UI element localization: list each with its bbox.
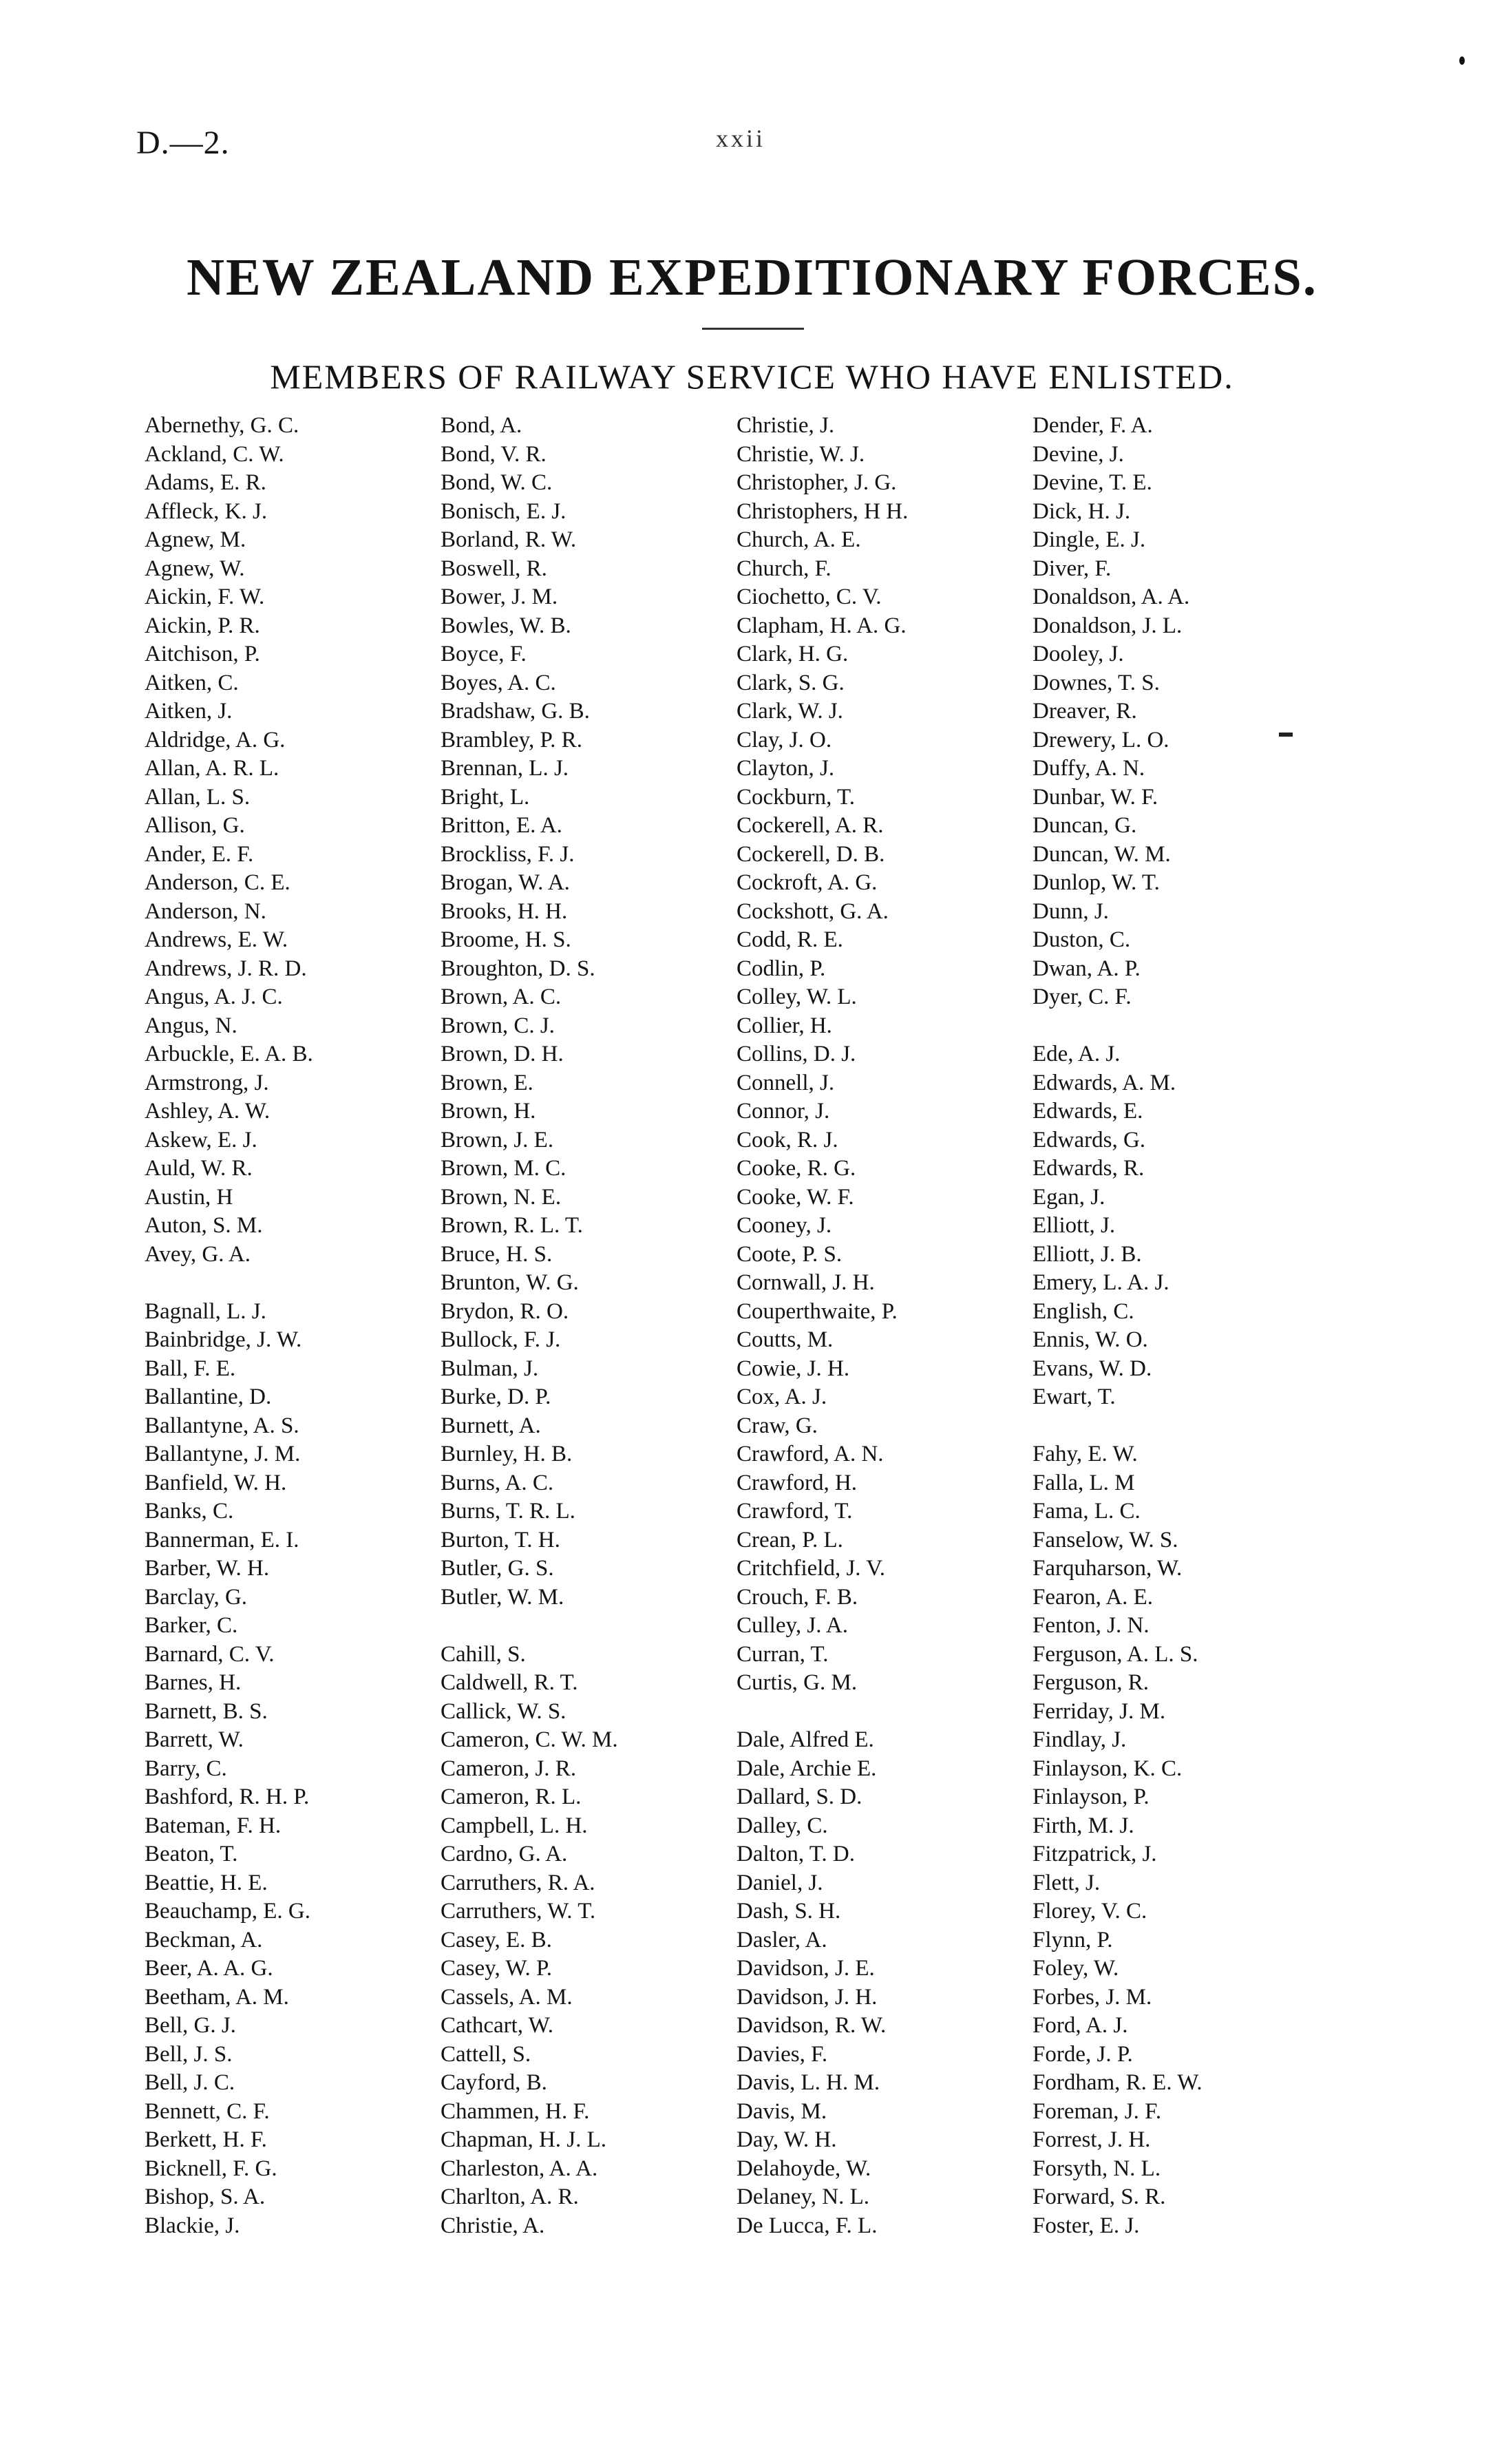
name-entry: Brockliss, F. J.	[441, 841, 575, 867]
name-entry: Flett, J.	[1032, 1870, 1101, 1895]
name-entry: Barry, C.	[145, 1756, 227, 1781]
name-entry: Burns, T. R. L.	[441, 1499, 575, 1524]
name-entry: Dunlop, W. T.	[1032, 870, 1160, 895]
name-entry: Christophers, H H.	[737, 498, 909, 524]
name-entry: Devine, T. E.	[1032, 470, 1152, 495]
name-entry: Brown, A. C.	[441, 984, 562, 1009]
name-entry: Bagnall, L. J.	[145, 1298, 266, 1324]
name-entry: Dooley, J.	[1032, 642, 1124, 666]
name-entry: Auton, S. M.	[145, 1213, 263, 1238]
name-entry: Day, W. H.	[737, 2127, 837, 2152]
name-entry: Ashley, A. W.	[145, 1099, 271, 1124]
name-entry: Edwards, R.	[1032, 1156, 1145, 1181]
name-entry: Banfield, W. H.	[145, 1470, 287, 1495]
name-entry: Dyer, C. F.	[1032, 984, 1132, 1009]
name-entry: Cook, R. J.	[737, 1127, 838, 1152]
name-entry: Bright, L.	[441, 784, 530, 810]
name-column-4	[1032, 412, 1322, 2240]
name-entry: Callick, W. S.	[441, 1698, 566, 1724]
name-entry: Ford, A. J.	[1032, 2013, 1128, 2038]
name-entry: Curran, T.	[737, 1641, 829, 1667]
name-entry: Aickin, F. W.	[145, 585, 265, 609]
name-entry: Andrews, J. R. D.	[145, 956, 307, 981]
name-entry: Davidson, J. E.	[737, 1956, 875, 1981]
name-entry: Crawford, T.	[737, 1499, 853, 1524]
name-entry: Foster, E. J.	[1032, 2213, 1140, 2238]
name-entry: Delaney, N. L.	[737, 2184, 870, 2209]
name-entry: Clark, H. G.	[737, 642, 849, 666]
name-entry: Arbuckle, E. A. B.	[145, 1042, 313, 1066]
name-entry: Bonisch, E. J.	[441, 498, 566, 524]
name-entry: Charleston, A. A.	[441, 2156, 598, 2181]
name-entry: Brown, J. E.	[441, 1127, 554, 1152]
title-divider	[702, 328, 804, 330]
name-entry: Davis, M.	[737, 2098, 827, 2124]
name-entry: Cathcart, W.	[441, 2013, 554, 2038]
name-entry: Bashford, R. H. P.	[145, 1784, 310, 1809]
name-entry: Burke, D. P.	[441, 1384, 551, 1409]
name-entry: Cameron, J. R.	[441, 1756, 577, 1781]
name-entry: Dunbar, W. F.	[1032, 784, 1158, 810]
name-entry: Edwards, E.	[1032, 1099, 1143, 1124]
name-entry: Finlayson, K. C.	[1032, 1756, 1183, 1781]
name-entry: Coutts, M.	[737, 1327, 834, 1352]
name-entry: Bond, V. R.	[441, 441, 547, 467]
name-entry: Bainbridge, J. W.	[145, 1327, 302, 1352]
name-entry: Downes, T. S.	[1032, 670, 1160, 695]
name-entry: Dalton, T. D.	[737, 1842, 856, 1866]
name-entry: Falla, L. M	[1032, 1470, 1135, 1495]
name-entry: Cayford, B.	[441, 2070, 547, 2095]
name-entry: Cooke, R. G.	[737, 1156, 856, 1181]
name-entry: Barnett, B. S.	[145, 1698, 268, 1724]
name-entry: Fanselow, W. S.	[1032, 1527, 1178, 1552]
name-entry: Dasler, A.	[737, 1927, 827, 1952]
name-entry: Broughton, D. S.	[441, 956, 595, 981]
page-number: xxii	[716, 125, 766, 152]
name-entry: Barrett, W.	[145, 1727, 244, 1752]
name-entry: Casey, E. B.	[441, 1927, 552, 1952]
name-entry: Dunn, J.	[1032, 898, 1109, 924]
name-entry: Church, F.	[737, 556, 832, 581]
name-entry: Cattell, S.	[441, 2041, 531, 2067]
name-entry: Bower, J. M.	[441, 585, 558, 609]
name-entry: Aitken, J.	[145, 699, 233, 724]
name-entry: Crean, P. L.	[737, 1527, 843, 1552]
name-entry: Brown, H.	[441, 1099, 536, 1124]
name-entry: Brown, D. H.	[441, 1042, 564, 1066]
section-gap	[737, 1698, 1026, 1727]
name-entry: Cockburn, T.	[737, 784, 856, 810]
name-entry: Agnew, W.	[145, 556, 245, 581]
name-entry: Coote, P. S.	[737, 1241, 843, 1267]
name-entry: Crawford, H.	[737, 1470, 858, 1495]
name-entry: Askew, E. J.	[145, 1127, 257, 1152]
name-entry: Berkett, H. F.	[145, 2127, 267, 2152]
name-entry: Beaton, T.	[145, 1842, 238, 1866]
name-entry: Findlay, J.	[1032, 1727, 1127, 1752]
name-entry: Fordham, R. E. W.	[1032, 2070, 1203, 2095]
name-entry: Donaldson, A. A.	[1032, 585, 1190, 609]
name-entry: Dick, H. J.	[1032, 498, 1131, 524]
name-entry: Beauchamp, E. G.	[145, 1899, 311, 1924]
name-column-1	[145, 412, 434, 2240]
name-entry: Anderson, N.	[145, 898, 266, 924]
name-entry: Florey, V. C.	[1032, 1899, 1147, 1924]
name-entry: Fenton, J. N.	[1032, 1613, 1150, 1638]
name-entry: Brennan, L. J.	[441, 756, 569, 781]
name-entry: Allison, G.	[145, 813, 245, 838]
name-entry: Barclay, G.	[145, 1584, 248, 1610]
name-entry: Elliott, J.	[1032, 1213, 1116, 1238]
name-entry: Davidson, J. H.	[737, 1984, 878, 2010]
name-entry: Beetham, A. M.	[145, 1984, 289, 2010]
name-entry: Burns, A. C.	[441, 1470, 554, 1495]
name-entry: Dingle, E. J.	[1032, 527, 1146, 552]
name-entry: Bishop, S. A.	[145, 2184, 266, 2209]
name-entry: Codlin, P.	[737, 956, 826, 981]
name-entry: Craw, G.	[737, 1413, 818, 1438]
name-entry: Brydon, R. O.	[441, 1298, 569, 1324]
section-gap	[1032, 1412, 1322, 1441]
name-entry: Austin, H	[145, 1184, 233, 1210]
name-entry: Donaldson, J. L.	[1032, 613, 1183, 638]
name-entry: Cahill, S.	[441, 1641, 526, 1667]
name-entry: Banks, C.	[145, 1499, 234, 1524]
name-entry: Christie, A.	[441, 2213, 545, 2238]
name-entry: English, C.	[1032, 1298, 1134, 1324]
name-entry: Ennis, W. O.	[1032, 1327, 1148, 1352]
name-entry: Cooney, J.	[737, 1213, 832, 1238]
name-entry: Foreman, J. F.	[1032, 2098, 1162, 2124]
name-entry: Bateman, F. H.	[145, 1813, 282, 1838]
name-entry: Bulman, J.	[441, 1356, 539, 1381]
name-entry: Christie, W. J.	[737, 441, 865, 467]
name-entry: Farquharson, W.	[1032, 1556, 1183, 1581]
name-entry: Ballantyne, J. M.	[145, 1442, 301, 1466]
name-entry: Connell, J.	[737, 1070, 835, 1095]
name-entry: Brunton, W. G.	[441, 1270, 579, 1295]
name-entry: Crawford, A. N.	[737, 1442, 884, 1466]
name-entry: Clay, J. O.	[737, 727, 832, 752]
name-entry: Cockerell, A. R.	[737, 813, 884, 838]
name-entry: Auld, W. R.	[145, 1156, 253, 1181]
name-entry: Campbell, L. H.	[441, 1813, 588, 1838]
name-entry: Connor, J.	[737, 1099, 830, 1124]
name-entry: Barnes, H.	[145, 1670, 242, 1695]
name-entry: Dwan, A. P.	[1032, 956, 1141, 981]
name-entry: Anderson, C. E.	[145, 870, 290, 895]
name-entry: Dale, Alfred E.	[737, 1727, 874, 1752]
name-entry: Collins, D. J.	[737, 1042, 856, 1066]
name-entry: Britton, E. A.	[441, 813, 562, 838]
name-entry: Adams, E. R.	[145, 470, 266, 495]
name-entry: Bennett, C. F.	[145, 2098, 270, 2124]
name-entry: Angus, A. J. C.	[145, 984, 283, 1009]
name-entry: Avey, G. A.	[145, 1241, 251, 1267]
name-entry: Colley, W. L.	[737, 984, 857, 1009]
name-entry: Clark, S. G.	[737, 670, 845, 695]
name-entry: Caldwell, R. T.	[441, 1670, 578, 1695]
name-entry: Ballantine, D.	[145, 1384, 272, 1409]
name-entry: Cardno, G. A.	[441, 1842, 568, 1866]
name-entry: Brambley, P. R.	[441, 727, 582, 752]
name-entry: Bell, J. C.	[145, 2070, 235, 2095]
name-entry: Barnard, C. V.	[145, 1641, 275, 1667]
name-entry: Evans, W. D.	[1032, 1356, 1152, 1381]
name-entry: Burton, T. H.	[441, 1527, 560, 1552]
name-entry: Cockerell, D. B.	[737, 841, 885, 867]
name-entry: Fama, L. C.	[1032, 1499, 1141, 1524]
name-entry: Aitchison, P.	[145, 642, 260, 666]
name-entry: Edwards, G.	[1032, 1127, 1146, 1152]
name-entry: Brown, M. C.	[441, 1156, 566, 1181]
name-entry: Bond, W. C.	[441, 470, 553, 495]
name-entry: Christopher, J. G.	[737, 470, 897, 495]
name-entry: Codd, R. E.	[737, 927, 843, 952]
name-entry: Edwards, A. M.	[1032, 1070, 1176, 1095]
name-entry: Clark, W. J.	[737, 699, 843, 724]
name-entry: Dender, F. A.	[1032, 413, 1153, 438]
name-entry: Ander, E. F.	[145, 841, 254, 867]
name-entry: Aldridge, A. G.	[145, 727, 286, 752]
name-entry: Culley, J. A.	[737, 1613, 848, 1638]
name-entry: Bannerman, E. I.	[145, 1527, 299, 1552]
name-entry: Charlton, A. R.	[441, 2184, 579, 2209]
name-entry: Davies, F.	[737, 2041, 828, 2067]
name-entry: Barker, C.	[145, 1613, 238, 1638]
name-entry: Forward, S. R.	[1032, 2184, 1166, 2209]
name-entry: Butler, G. S.	[441, 1556, 554, 1581]
name-entry: Christie, J.	[737, 413, 835, 438]
name-entry: Critchfield, J. V.	[737, 1556, 886, 1581]
name-entry: Ackland, C. W.	[145, 441, 284, 467]
name-entry: Borland, R. W.	[441, 527, 577, 552]
name-entry: Brown, R. L. T.	[441, 1213, 583, 1238]
page-title: NEW ZEALAND EXPEDITIONARY FORCES.	[187, 249, 1317, 306]
name-entry: Boswell, R.	[441, 556, 547, 581]
name-entry: Forsyth, N. L.	[1032, 2156, 1161, 2181]
name-entry: Andrews, E. W.	[145, 927, 288, 952]
name-entry: Ewart, T.	[1032, 1384, 1116, 1409]
section-gap	[145, 1269, 434, 1298]
name-entry: Chammen, H. F.	[441, 2098, 590, 2124]
name-entry: Ball, F. E.	[145, 1356, 236, 1381]
name-entry: Clayton, J.	[737, 756, 835, 781]
name-entry: Firth, M. J.	[1032, 1813, 1134, 1838]
name-entry: Forbes, J. M.	[1032, 1984, 1152, 2010]
section-gap	[1032, 1012, 1322, 1041]
name-entry: Ede, A. J.	[1032, 1042, 1121, 1066]
name-entry: Casey, W. P.	[441, 1956, 552, 1981]
name-entry: Bicknell, F. G.	[145, 2156, 277, 2181]
name-entry: Curtis, G. M.	[737, 1670, 858, 1695]
name-entry: Bowles, W. B.	[441, 613, 571, 638]
name-entry: Butler, W. M.	[441, 1584, 564, 1610]
name-entry: Dash, S. H.	[737, 1899, 841, 1924]
name-entry: Clapham, H. A. G.	[737, 613, 907, 638]
name-entry: Cockshott, G. A.	[737, 898, 889, 924]
name-entry: Ciochetto, C. V.	[737, 585, 882, 609]
name-entry: Fahy, E. W.	[1032, 1442, 1138, 1466]
name-entry: Collier, H.	[737, 1013, 832, 1038]
name-entry: Burnley, H. B.	[441, 1442, 573, 1466]
name-entry: Beckman, A.	[145, 1927, 263, 1952]
name-columns	[0, 412, 1504, 2271]
name-entry: Bullock, F. J.	[441, 1327, 561, 1352]
name-entry: Cooke, W. F.	[737, 1184, 854, 1210]
document-reference: D.—2.	[136, 125, 230, 161]
name-entry: De Lucca, F. L.	[737, 2213, 878, 2238]
name-entry: Brown, N. E.	[441, 1184, 562, 1210]
name-entry: Drewery, L. O.	[1032, 727, 1169, 752]
name-entry: Broome, H. S.	[441, 927, 571, 952]
name-column-2	[441, 412, 730, 2240]
name-entry: Bradshaw, G. B.	[441, 699, 590, 724]
name-entry: Angus, N.	[145, 1013, 237, 1038]
name-entry: Flynn, P.	[1032, 1927, 1113, 1952]
name-column-3	[737, 412, 1026, 2240]
name-entry: Diver, F.	[1032, 556, 1112, 581]
name-entry: Finlayson, P.	[1032, 1784, 1150, 1809]
name-entry: Dreaver, R.	[1032, 699, 1137, 724]
name-entry: Agnew, M.	[145, 527, 246, 552]
name-entry: Blackie, J.	[145, 2213, 240, 2238]
name-entry: Carruthers, R. A.	[441, 1870, 595, 1895]
name-entry: Delahoyde, W.	[737, 2156, 871, 2181]
name-entry: Dale, Archie E.	[737, 1756, 877, 1781]
name-entry: Affleck, K. J.	[145, 498, 268, 524]
name-entry: Church, A. E.	[737, 527, 861, 552]
name-entry: Cameron, C. W. M.	[441, 1727, 618, 1752]
name-entry: Aickin, P. R.	[145, 613, 260, 638]
name-entry: Bell, J. S.	[145, 2041, 233, 2067]
name-entry: Duffy, A. N.	[1032, 756, 1145, 781]
name-entry: Boyce, F.	[441, 642, 527, 666]
name-entry: Ferguson, R.	[1032, 1670, 1149, 1695]
name-entry: Bell, G. J.	[145, 2013, 236, 2038]
name-entry: Cowie, J. H.	[737, 1356, 850, 1381]
name-entry: Bruce, H. S.	[441, 1241, 553, 1267]
name-entry: Cameron, R. L.	[441, 1784, 582, 1809]
name-entry: Burnett, A.	[441, 1413, 541, 1438]
name-entry: Dallard, S. D.	[737, 1784, 862, 1809]
name-entry: Carruthers, W. T.	[441, 1899, 596, 1924]
name-entry: Chapman, H. J. L.	[441, 2127, 607, 2152]
name-entry: Cox, A. J.	[737, 1384, 827, 1409]
name-entry: Crouch, F. B.	[737, 1584, 858, 1610]
name-entry: Ferguson, A. L. S.	[1032, 1641, 1198, 1667]
name-entry: Ferriday, J. M.	[1032, 1698, 1166, 1724]
name-entry: Duston, C.	[1032, 927, 1131, 952]
name-entry: Bond, A.	[441, 413, 522, 438]
name-entry: Dalley, C.	[737, 1813, 828, 1838]
name-entry: Davis, L. H. M.	[737, 2070, 880, 2095]
name-entry: Brogan, W. A.	[441, 870, 570, 895]
name-entry: Brown, E.	[441, 1070, 533, 1095]
name-entry: Brooks, H. H.	[441, 898, 568, 924]
name-entry: Elliott, J. B.	[1032, 1241, 1142, 1267]
name-entry: Armstrong, J.	[145, 1070, 269, 1095]
name-entry: Forrest, J. H.	[1032, 2127, 1151, 2152]
name-entry: Devine, J.	[1032, 441, 1124, 467]
name-entry: Couperthwaite, P.	[737, 1298, 898, 1324]
name-entry: Beattie, H. E.	[145, 1870, 268, 1895]
name-entry: Emery, L. A. J.	[1032, 1270, 1169, 1295]
name-entry: Brown, C. J.	[441, 1013, 555, 1038]
name-entry: Ballantyne, A. S.	[145, 1413, 299, 1438]
name-entry: Fearon, A. E.	[1032, 1584, 1154, 1610]
name-entry: Foley, W.	[1032, 1956, 1119, 1981]
name-entry: Beer, A. A. G.	[145, 1956, 273, 1981]
name-entry: Aitken, C.	[145, 670, 239, 695]
name-entry: Egan, J.	[1032, 1184, 1105, 1210]
name-entry: Davidson, R. W.	[737, 2013, 887, 2038]
name-entry: Cassels, A. M.	[441, 1984, 573, 2010]
name-entry: Cockroft, A. G.	[737, 870, 878, 895]
page-subtitle: MEMBERS OF RAILWAY SERVICE WHO HAVE ENLISTED.	[270, 357, 1234, 396]
name-entry: Barber, W. H.	[145, 1556, 270, 1581]
name-entry: Allan, A. R. L.	[145, 756, 279, 781]
name-entry: Daniel, J.	[737, 1870, 823, 1895]
section-gap	[441, 1612, 730, 1641]
name-entry: Allan, L. S.	[145, 784, 251, 810]
name-entry: Cornwall, J. H.	[737, 1270, 875, 1295]
name-entry: Boyes, A. C.	[441, 670, 556, 695]
name-entry: Duncan, G.	[1032, 813, 1137, 838]
name-entry: Fitzpatrick, J.	[1032, 1842, 1157, 1866]
name-entry: Abernethy, G. C.	[145, 413, 299, 438]
name-entry: Duncan, W. M.	[1032, 841, 1171, 867]
margin-mark	[1459, 56, 1465, 65]
name-entry: Forde, J. P.	[1032, 2041, 1133, 2067]
